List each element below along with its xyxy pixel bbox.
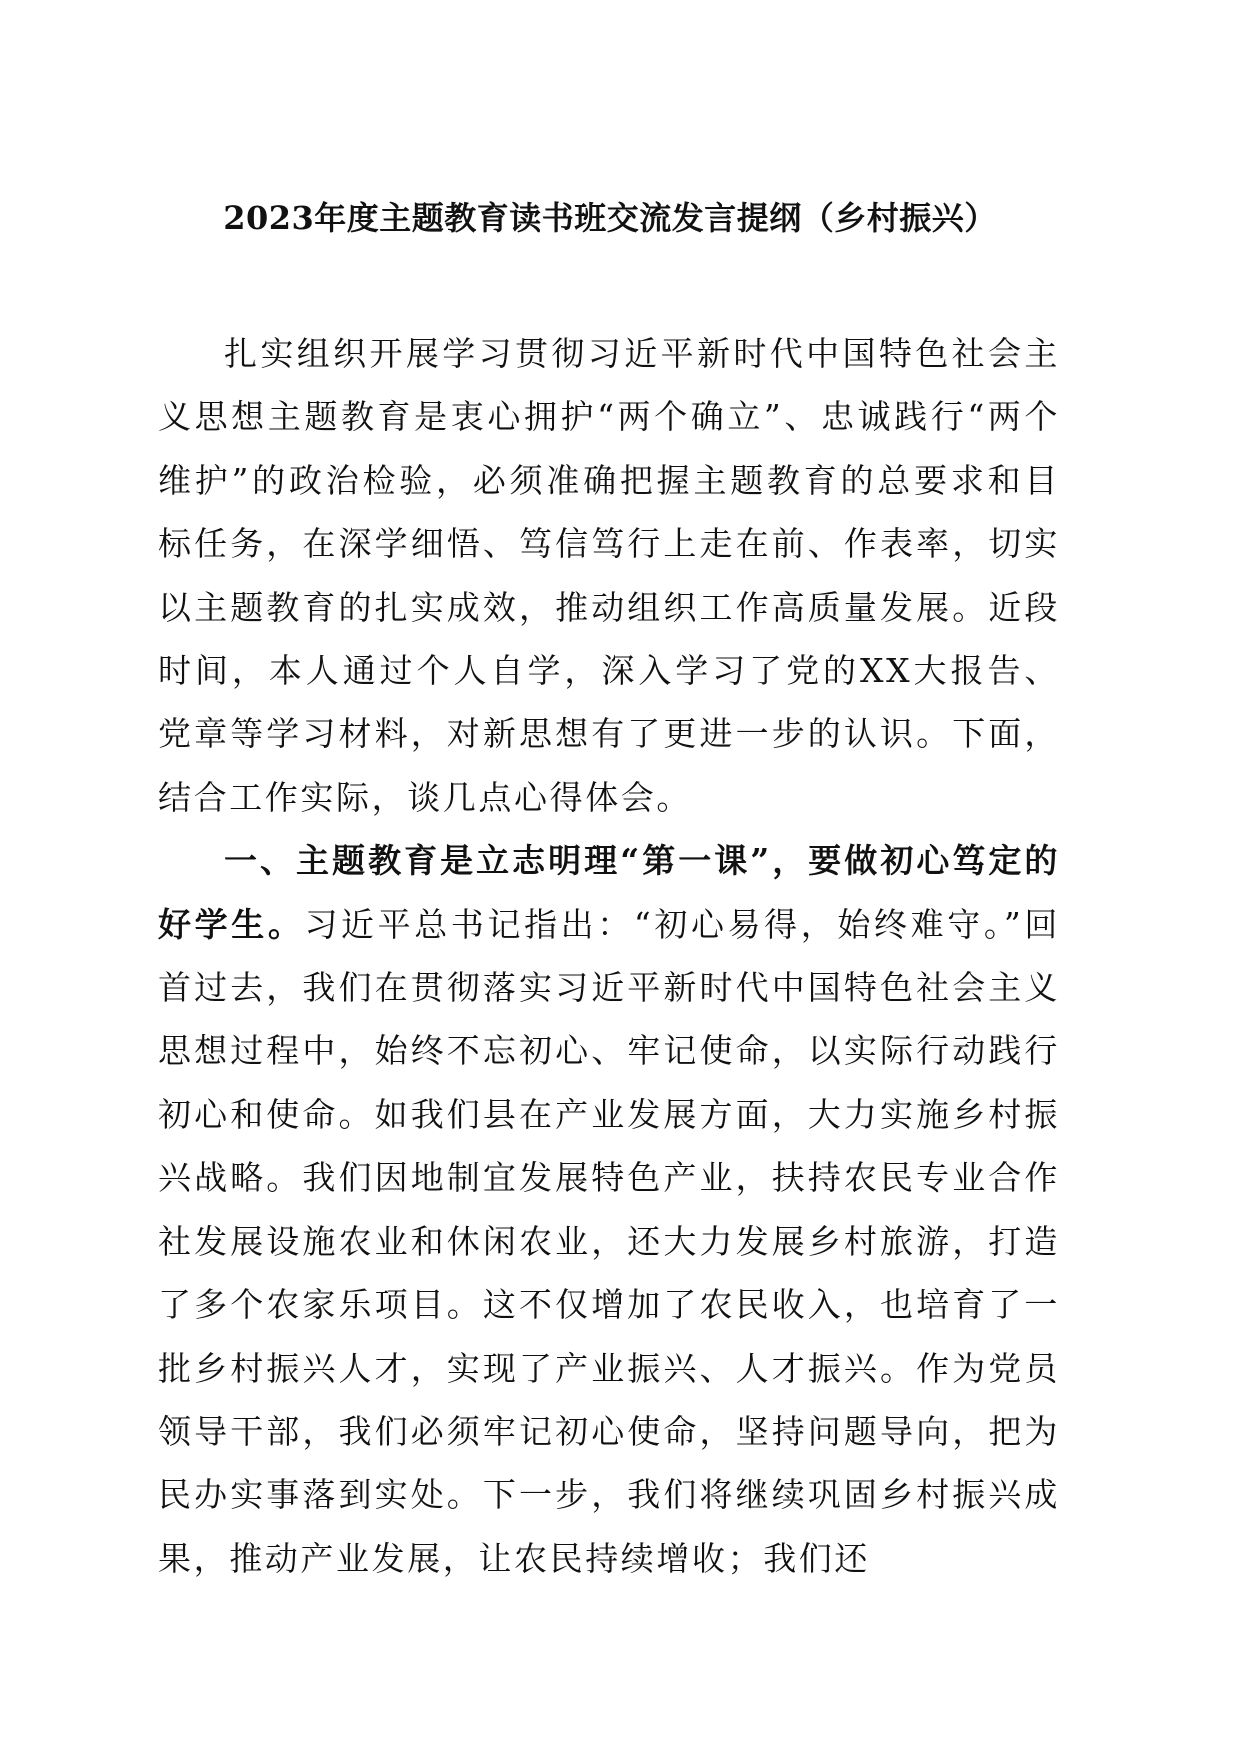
section-1-paragraph (158, 829, 1060, 1590)
section-1-text: 习近平总书记指出：“初心易得，始终难守。”回首过去，我们在贯彻落实习近平新时代中国特色社会主义思想过程中，始终不忘初心、牢记使命，以实际行动践行初心和使命。如我们县在产业发展方面，大力实施乡村振兴战略。我们因地制宜发展特色产业，扶持农民专业合作社发展设施农业和休闲农业，还大力发展乡村旅游，打造了多个农家乐项目。这不仅增加了农民收入，也培育了一批乡村振兴人才，实现了产业振兴、人才振兴。作为党员领导干部，我们必须牢记初心使命，坚持问题导向，把为民办实事落到实处。下一步，我们将继续巩固乡村振兴成果，推动产业发展，让农民持续增收；我们还 (158, 904, 1060, 1578)
document-body (158, 322, 1060, 1590)
document-title: 2023年度主题教育读书班交流发言提纲（乡村振兴） (223, 199, 997, 237)
section-1-heading: 一、主题教育是立志明理“第一课”，要做初心笃定的好学生。 (158, 841, 1060, 944)
intro-paragraph: 扎实组织开展学习贯彻习近平新时代中国特色社会主义思想主题教育是衷心拥护“两个确立”、忠诚践行“两个维护”的政治检验，必须准确把握主题教育的总要求和目标任务，在深学细悟、笃信笃行上走在前、作表率，切实以主题教育的扎实成效，推动组织工作高质量发展。近段时间，本人通过个人自学，深入学习了党的XX大报告、党章等学习材料，对新思想有了更进一步的认识。下面，结合工作实际，谈几点心得体会。 (158, 334, 1060, 817)
